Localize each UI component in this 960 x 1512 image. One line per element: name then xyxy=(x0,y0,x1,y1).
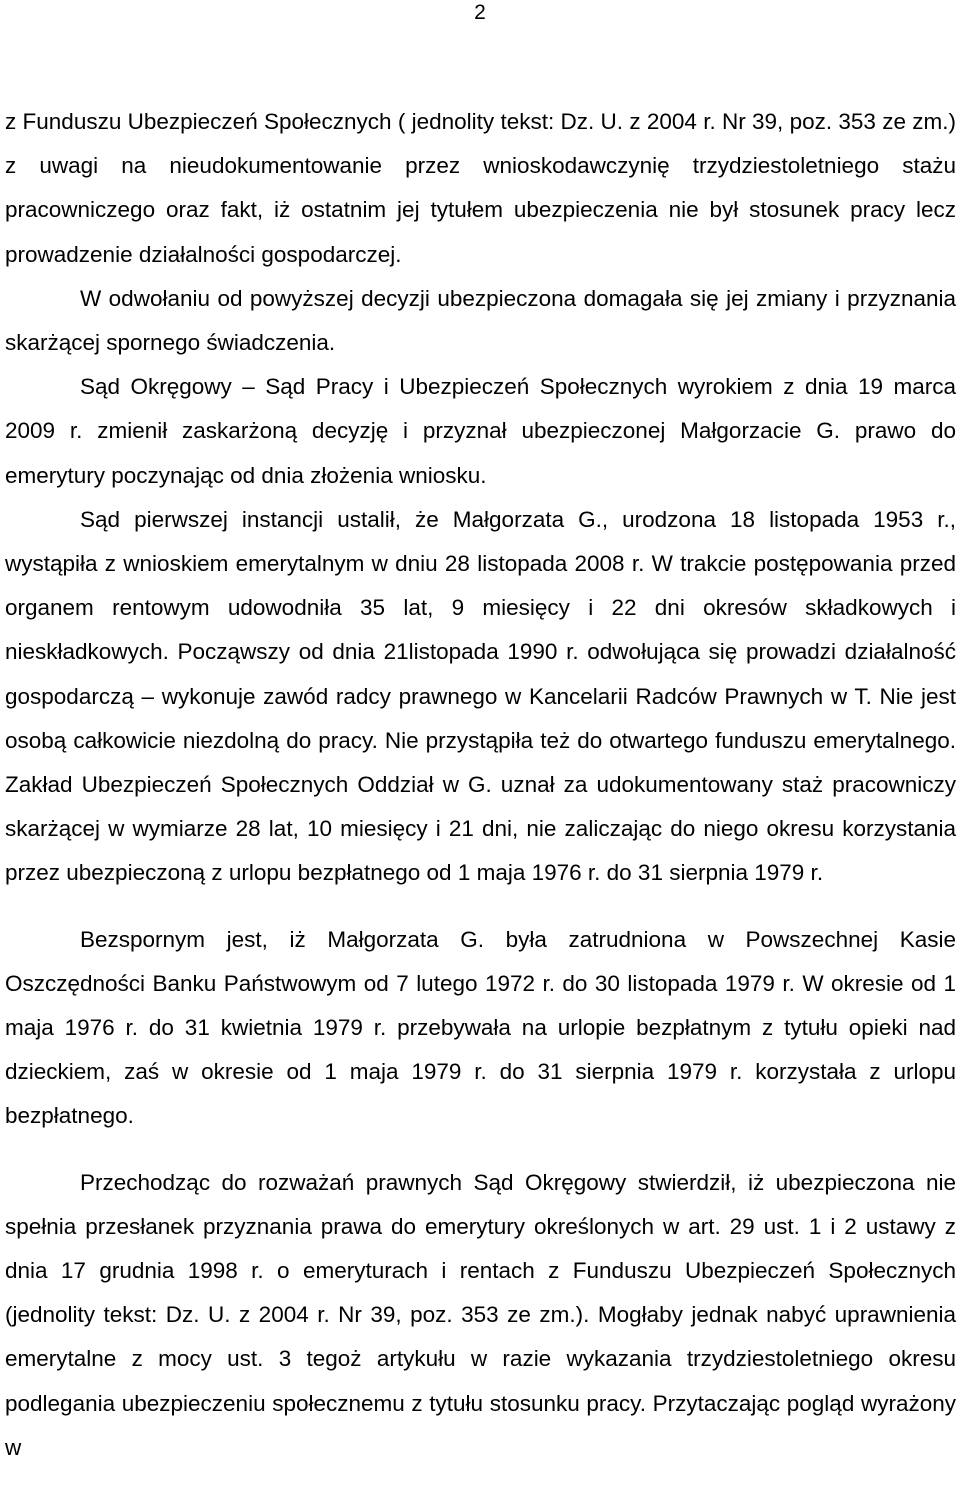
paragraph-appeal: W odwołaniu od powyższej decyzji ubezpieczona domagała się jej zmiany i przyznania skarżącej spornego świadczenia. xyxy=(5,285,956,356)
paragraph-continuation: z Funduszu Ubezpieczeń Społecznych ( jednolity tekst: Dz. U. z 2004 r. Nr 39, poz. 353 ze zm.) z uwagi na nieudokumentowanie przez wnioskodawczynię trzydziestoletniego stażu pracowniczego oraz fakt, iż ostatnim jej tytułem ubezpieczenia nie był stosunek pracy lecz prowadzenie działalności gospodarczej. xyxy=(5,109,956,267)
page-number: 2 xyxy=(474,1,486,24)
paragraph-judgment: Sąd Okręgowy – Sąd Pracy i Ubezpieczeń Społecznych wyrokiem z dnia 19 marca 2009 r. zmienił zaskarżoną decyzję i przyznał ubezpieczonej Małgorzacie G. prawo do emerytury poczynając od dnia złożenia wniosku. xyxy=(5,374,956,488)
document-body xyxy=(5,100,956,1470)
paragraph-undisputed: Bezspornym jest, iż Małgorzata G. była zatrudniona w Powszechnej Kasie Oszczędności Banku Państwowym od 7 lutego 1972 r. do 30 listopada 1979 r. W okresie od 1 maja 1976 r. do 31 kwietnia 1979 r. przebywała na urlopie bezpłatnym z tytułu opieki nad dzieckiem, zaś w okresie od 1 maja 1979 r. do 31 sierpnia 1979 r. korzystała z urlopu bezpłatnego. xyxy=(5,926,956,1129)
paragraph-legal-analysis: Przechodząc do rozważań prawnych Sąd Okręgowy stwierdził, iż ubezpieczona nie spełnia przesłanek przyznania prawa do emerytury określonych w art. 29 ust. 1 i 2 ustawy z dnia 17 grudnia 1998 r. o emeryturach i rentach z Funduszu Ubezpieczeń Społecznych (jednolity tekst: Dz. U. z 2004 r. Nr 39, poz. 353 ze zm.). Mogłaby jednak nabyć uprawnienia emerytalne z mocy ust. 3 tegoż artykułu w razie wykazania trzydziestoletniego okresu podlegania ubezpieczeniu społecznemu z tytułu stosunku pracy. Przytaczając pogląd wyrażony w xyxy=(5,1169,956,1460)
paragraph-findings: Sąd pierwszej instancji ustalił, że Małgorzata G., urodzona 18 listopada 1953 r., wystąpiła z wnioskiem emerytalnym w dniu 28 listopada 2008 r. W trakcie postępowania przed organem rentowym udowodniła 35 lat, 9 miesięcy i 22 dni okresów składkowych i nieskładkowych. Począwszy od dnia 21listopada 1990 r. odwołująca się prowadzi działalność gospodarczą – wykonuje zawód radcy prawnego w Kancelarii Radców Prawnych w T. Nie jest osobą całkowicie niezdolną do pracy. Nie przystąpiła też do otwartego funduszu emerytalnego. Zakład Ubezpieczeń Społecznych Oddział w G. uznał za udokumentowany staż pracowniczy skarżącej w wymiarze 28 lat, 10 miesięcy i 21 dni, nie zaliczając do niego okresu korzystania przez ubezpieczoną z urlopu bezpłatnego od 1 maja 1976 r. do 31 sierpnia 1979 r. xyxy=(5,506,956,886)
